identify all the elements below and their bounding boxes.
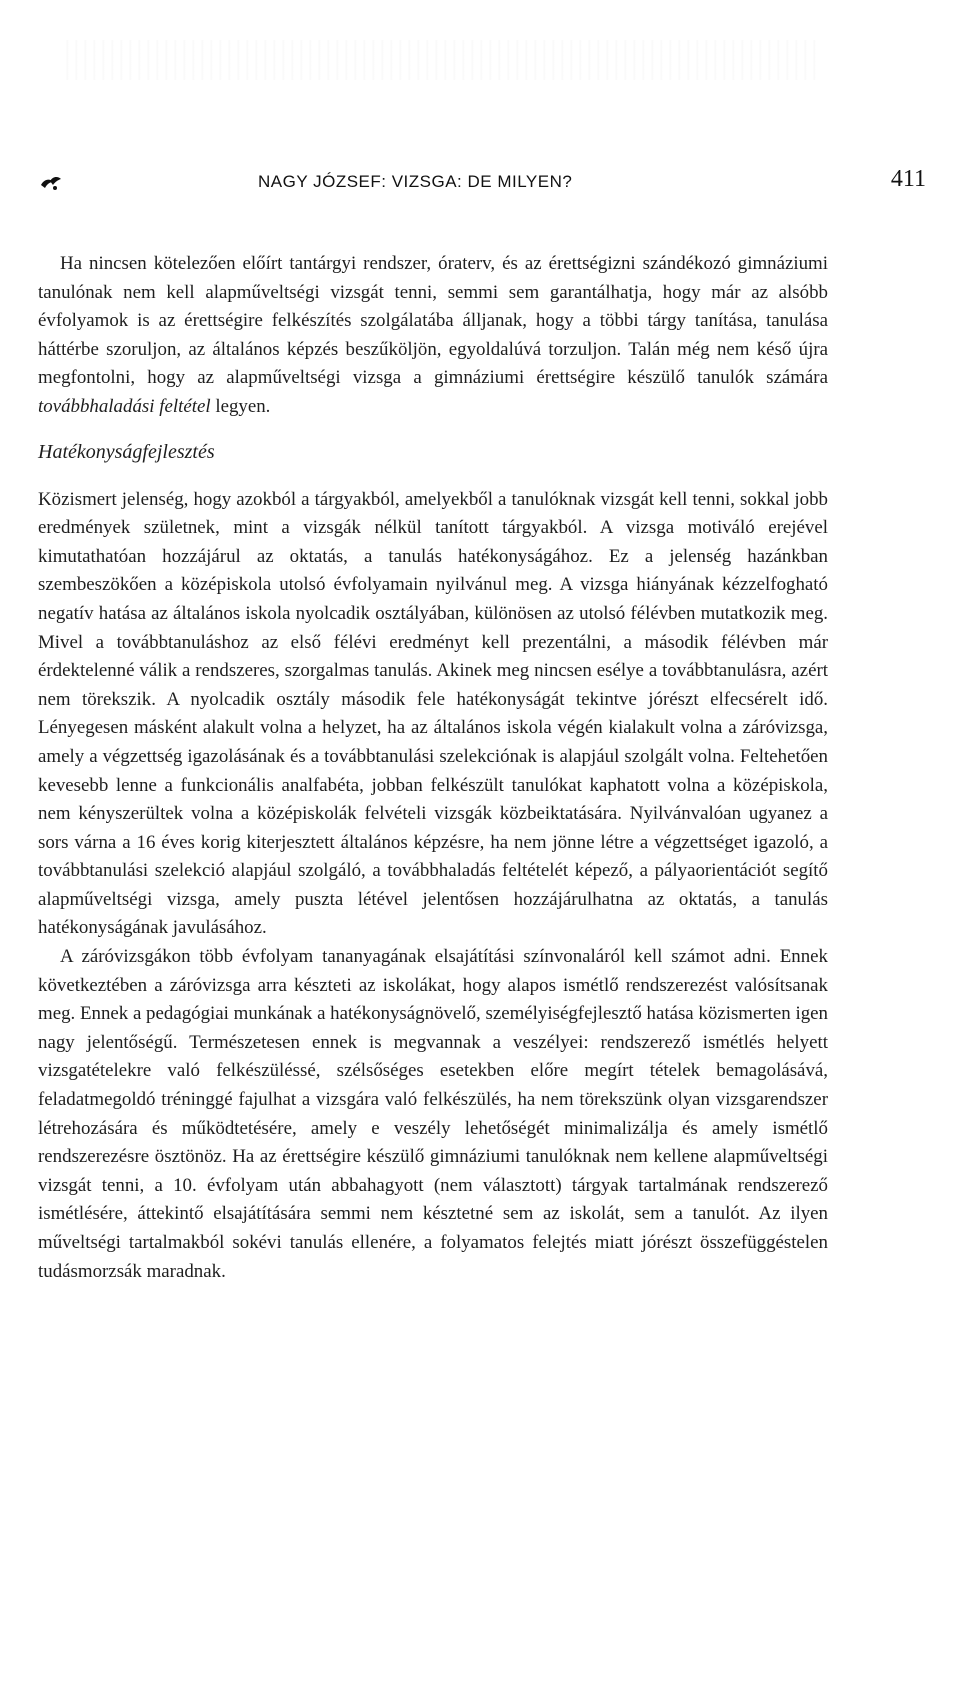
body-paragraph: Közismert jelenség, hogy azokból a tárgyakból, amelyekből a tanulóknak vizsgát kell tenni, sokkal jobb eredmények születnek, mint a vizsgák nélkül tanított tárgyakból. A vizsga motiváló erejével kimutathatóan hozzájárul az oktatás, a tanulás hatékonyságához. Ez a jelenség hazánkban szembeszökően a középiskola utolsó évfolyamain nyilvánul meg. A vizsga hiányának kézzelfogható negatív hatása az általános iskola nyolcadik osztályában, különösen az utolsó félévben mutatkozik meg. Mivel a továbbtanuláshoz az első félévi eredményt kell prezentálni, a második félévben már érdektelenné válik a rendszeres, szorgalmas tanulás. Akinek meg nincsen esélye a továbbtanulásra, azért nem törekszik. A nyolcadik osztály második fele hatékonyságát tekintve jórészt elfecsérelt idő. Lényegesen másként alakult volna a helyzet, ha az általános iskola végén kialakult volna a záróvizsga, amely a végzettség igazolásának és a továbbtanulási szelekciónak is alapjául szolgált volna. Feltehetően kevesebb lenne a funkcionális analfabéta, jobban felkészült tanulókat kaphatott volna a középiskola, nem kényszerültek volna a középiskolák felvételi vizsgák közbeiktatására. Nyilvánvalóan ugyanez a sors várna a 16 éves korig kiterjesztett általános képzésre, ha nem jönne létre a végzettséget igazoló, a továbbtanulási szelekció alapjául szolgáló, a továbbhaladás feltételét képező, a pályaorientációt segítő alapműveltségi vizsga, amely puszta létével jelentősen hozzájárulhatna az oktatás, a tanulás hatékonyságának javulásához. (38, 488, 828, 939)
leaf-ornament-icon (38, 170, 64, 196)
intro-text: Ha nincsen kötelezően előírt tantárgyi rendszer, óraterv, és az érettségizni szándékozó gimnáziumi tanulónak nem kell alapműveltségi vizsgát tenni, semmi sem garantálhatja, hogy már az alsóbb évfolyamok is az érettségire felkészítés szolgálatába álljanak, hogy a többi tárgy tanítása, tanulása háttérbe szoruljon, az általános képzés beszűköljön, egyoldalúvá torzuljon. Talán még nem késő újra megfontolni, hogy az alapműveltségi vizsga a gimnáziumi érettségire készülő tanulók számára (38, 253, 828, 389)
emphasis-text: továbbhaladási feltétel (38, 395, 211, 417)
section-heading: Hatékonyságfejlesztés (38, 440, 215, 463)
page-number: 411 (890, 166, 926, 192)
scan-artifact-top (60, 40, 820, 80)
page-body (38, 250, 828, 1286)
page-header (38, 164, 926, 204)
running-title: NAGY JÓZSEF: VIZSGA: DE MILYEN? (258, 172, 573, 191)
intro-text-end: legyen. (210, 395, 271, 417)
body-paragraph: A záróvizsgákon több évfolyam tananyagának elsajátítási színvonaláról kell számot adni. Ennek következtében a záróvizsga arra készteti az iskolákat, hogy alapos ismétlő rendszerezést valósítsanak meg. Ennek a pedagógiai munkának a hatékonyságnövelő, személyiségfejlesztő hatása közismerten igen nagy jelentőségű. Természetesen ennek is megvannak a veszélyei: rendszerező ismétlés helyett vizsgatételekre való felkészüléssé, szélsőséges esetekben előre megírt tételek bemagolásává, feladatmegoldó tréninggé fajulhat a vizsgára való felkészülés, ha nem törekszünk olyan vizsgarendszer létrehozására és működtetésére, amely e veszély lehetőségét minimalizálja és amely ismétlő rendszerezésre ösztönöz. Ha az érettségire készülő gimnáziumi tanulóknak nem kellene alapműveltségi vizsgát tenni, a 10. évfolyam után abbahagyott (nem választott) tárgyak tartalmának rendszerező ismétlésére, áttekintő elsajátítására semmi nem késztetné sem az iskolát, sem a tanulót. Az ilyen műveltségi tartalmakból sokévi tanulás ellenére, a folyamatos felejtés miatt jórészt összefüggéstelen tudásmorzsák maradnak. (38, 946, 828, 1282)
intro-paragraph (38, 250, 828, 422)
